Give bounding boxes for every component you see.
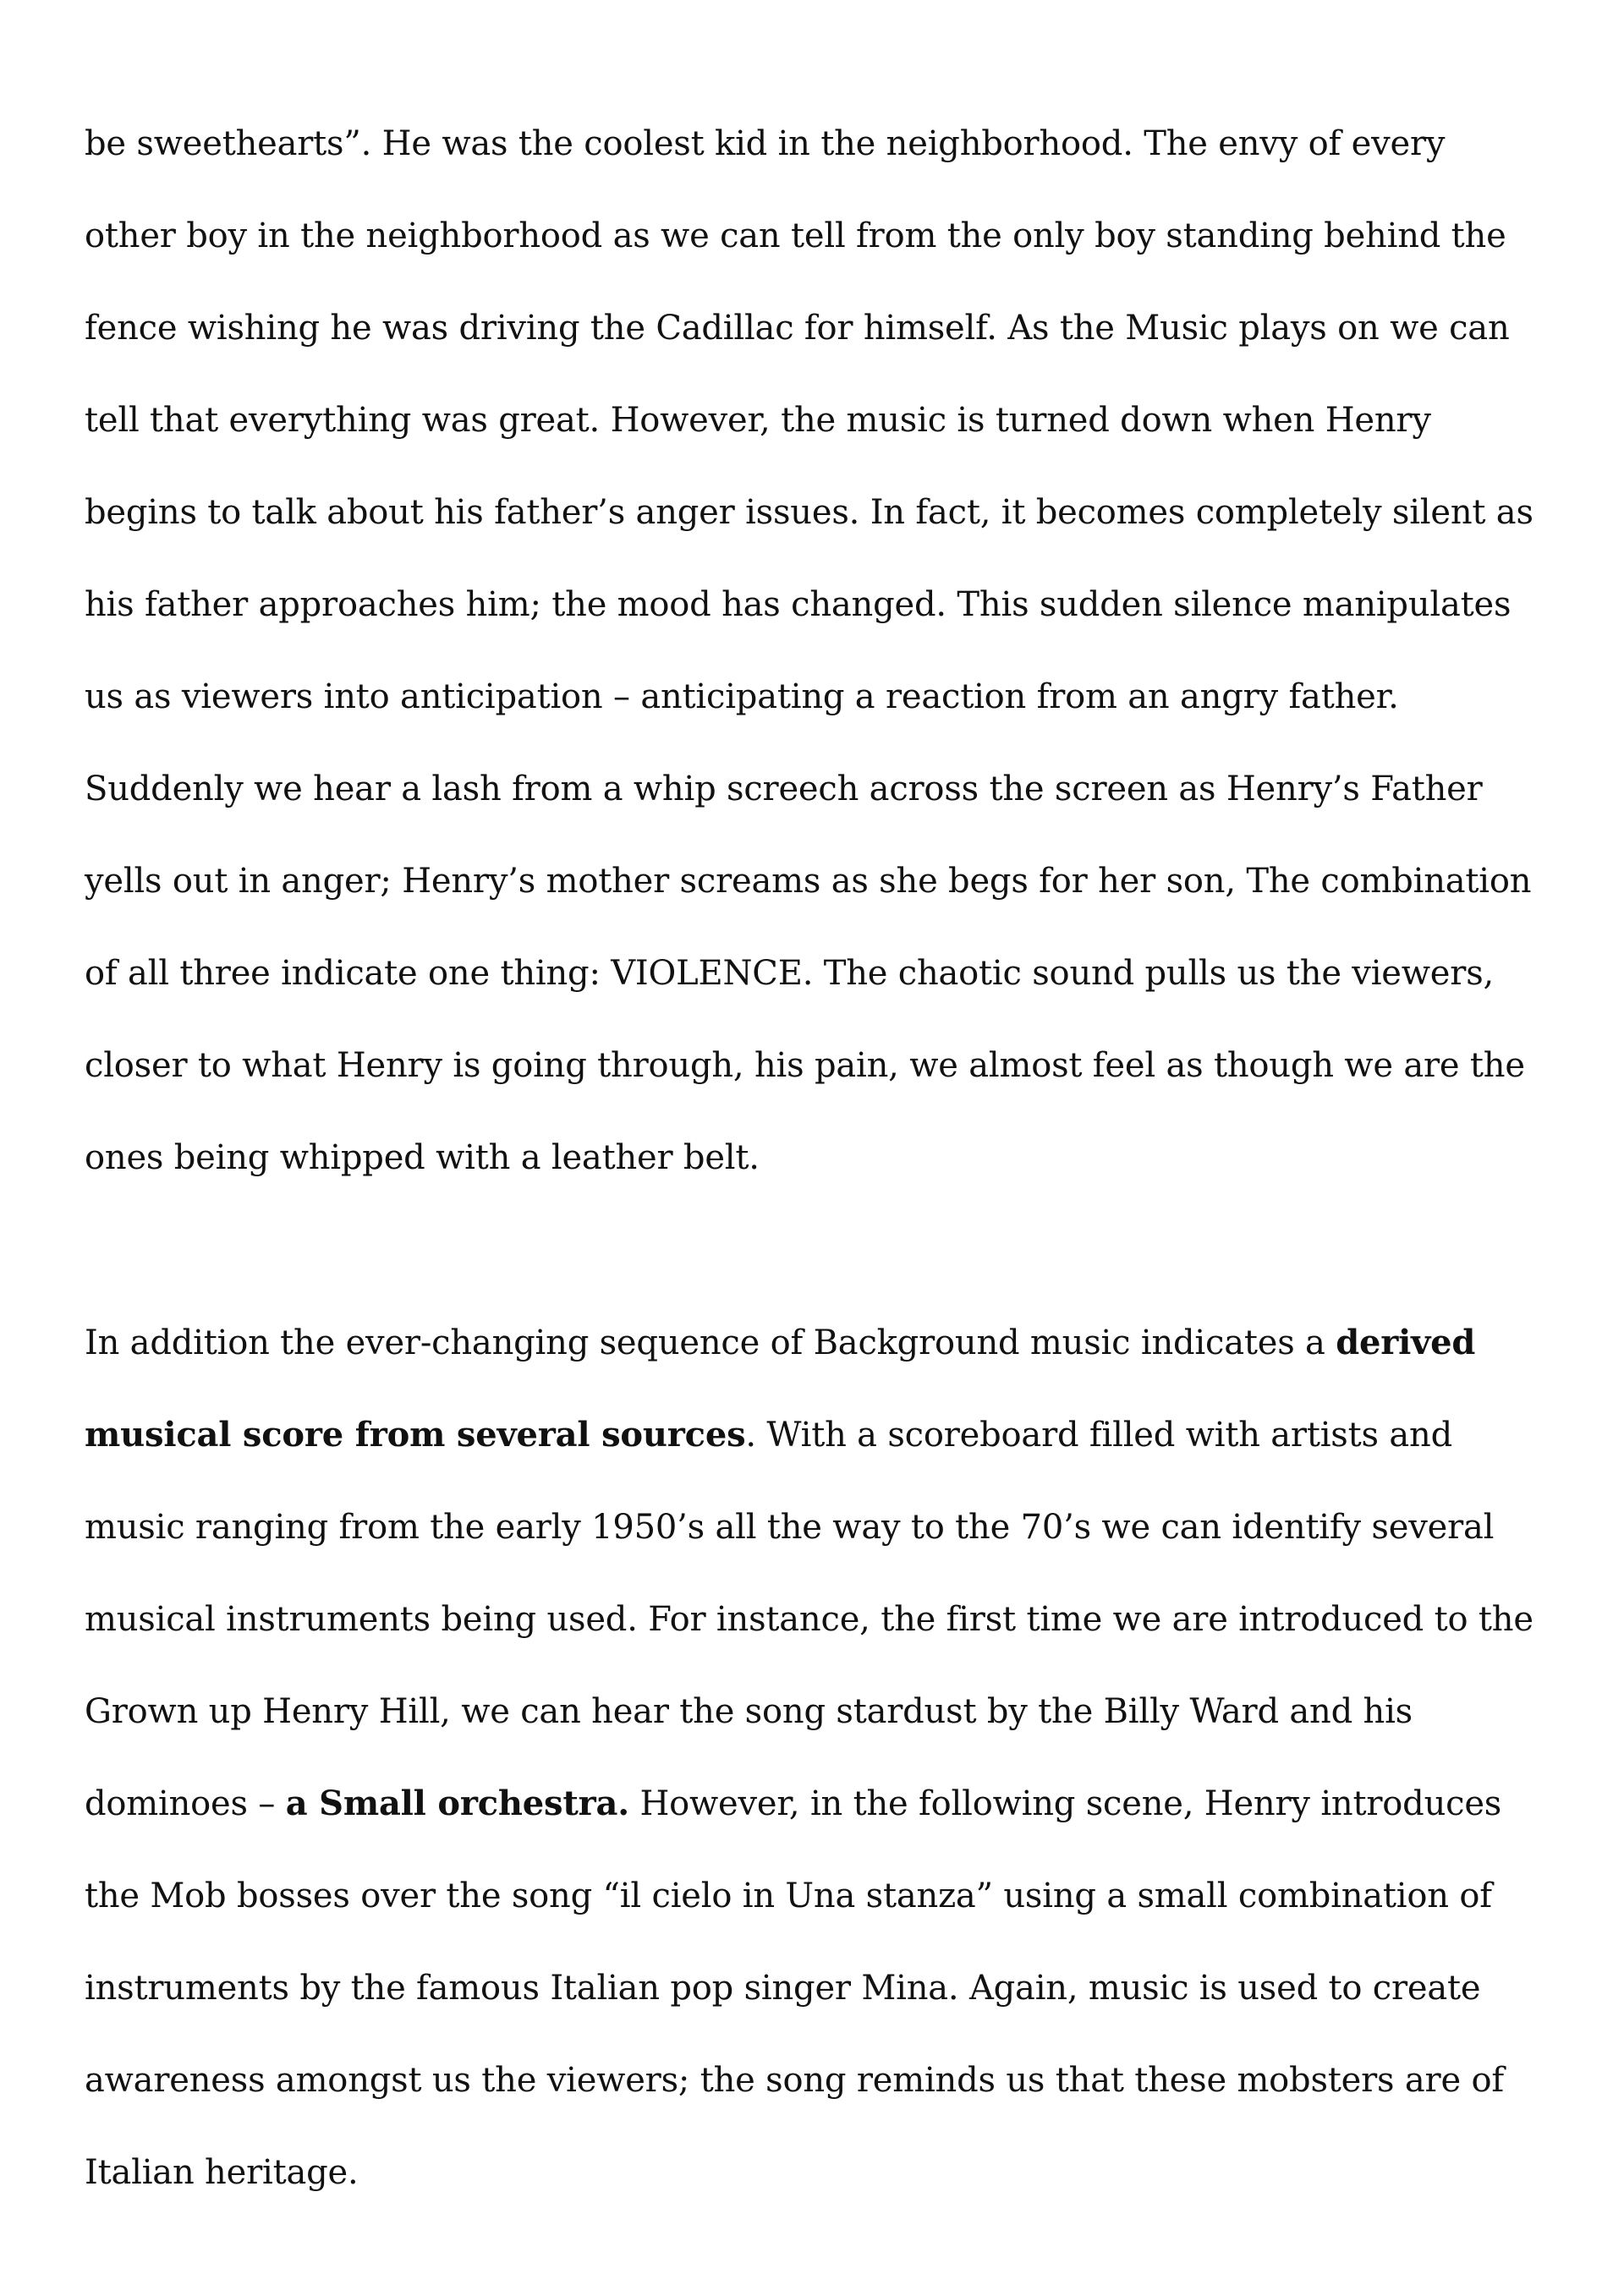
text-run: In addition the ever-changing sequence of Background music indicates a [85, 1323, 1336, 1362]
text-line: Grown up Henry Hill, we can hear the song stardust by the Billy Ward and his [85, 1692, 1413, 1731]
bold-text-run: a Small orchestra. [285, 1784, 629, 1823]
text-line: awareness amongst us the viewers; the song reminds us that these mobsters are of [85, 2061, 1504, 2100]
text-line [85, 1318, 1556, 1368]
text-line [85, 1410, 1556, 1460]
text-line: Italian heritage. [85, 2153, 359, 2192]
text-line: be sweethearts”. He was the coolest kid in the neighborhood. The envy of every [85, 124, 1446, 163]
text-line: musical instruments being used. For instance, the first time we are introduced to the [85, 1600, 1533, 1639]
text-line [85, 1778, 1556, 1829]
text-line: his father approaches him; the mood has changed. This sudden silence manipulates [85, 585, 1512, 624]
text-run: However, in the following scene, Henry introduces [628, 1784, 1502, 1823]
text-line: Suddenly we hear a lash from a whip screech across the screen as Henry’s Father [85, 770, 1483, 808]
text-line: tell that everything was great. However, the music is turned down when Henry [85, 401, 1431, 440]
text-line: of all three indicate one thing: VIOLENCE. The chaotic sound pulls us the viewers, [85, 954, 1495, 993]
text-line: instruments by the famous Italian pop singer Mina. Again, music is used to create [85, 1969, 1481, 2008]
text-run: dominoes – [85, 1784, 286, 1823]
text-line: fence wishing he was driving the Cadillac for himself. As the Music plays on we can [85, 309, 1510, 348]
text-line: yells out in anger; Henry’s mother screams as she begs for her son, The combination [85, 862, 1532, 901]
bold-text-run: musical score from several sources [85, 1415, 746, 1455]
text-line: ones being whipped with a leather belt. [85, 1138, 760, 1177]
text-line: music ranging from the early 1950’s all the way to the 70’s we can identify several [85, 1508, 1495, 1547]
text-run: . With a scoreboard filled with artists and [745, 1416, 1452, 1455]
text-line: closer to what Henry is going through, his pain, we almost feel as though we are the [85, 1046, 1525, 1085]
text-line: the Mob bosses over the song “il cielo in Una stanza” using a small combination of [85, 1877, 1492, 1915]
text-line: other boy in the neighborhood as we can tell from the only boy standing behind the [85, 216, 1506, 255]
text-line: begins to talk about his father’s anger issues. In fact, it becomes completely silent as [85, 493, 1533, 532]
text-line: us as viewers into anticipation – anticipating a reaction from an angry father. [85, 677, 1399, 716]
bold-text-run: derived [1336, 1323, 1476, 1362]
